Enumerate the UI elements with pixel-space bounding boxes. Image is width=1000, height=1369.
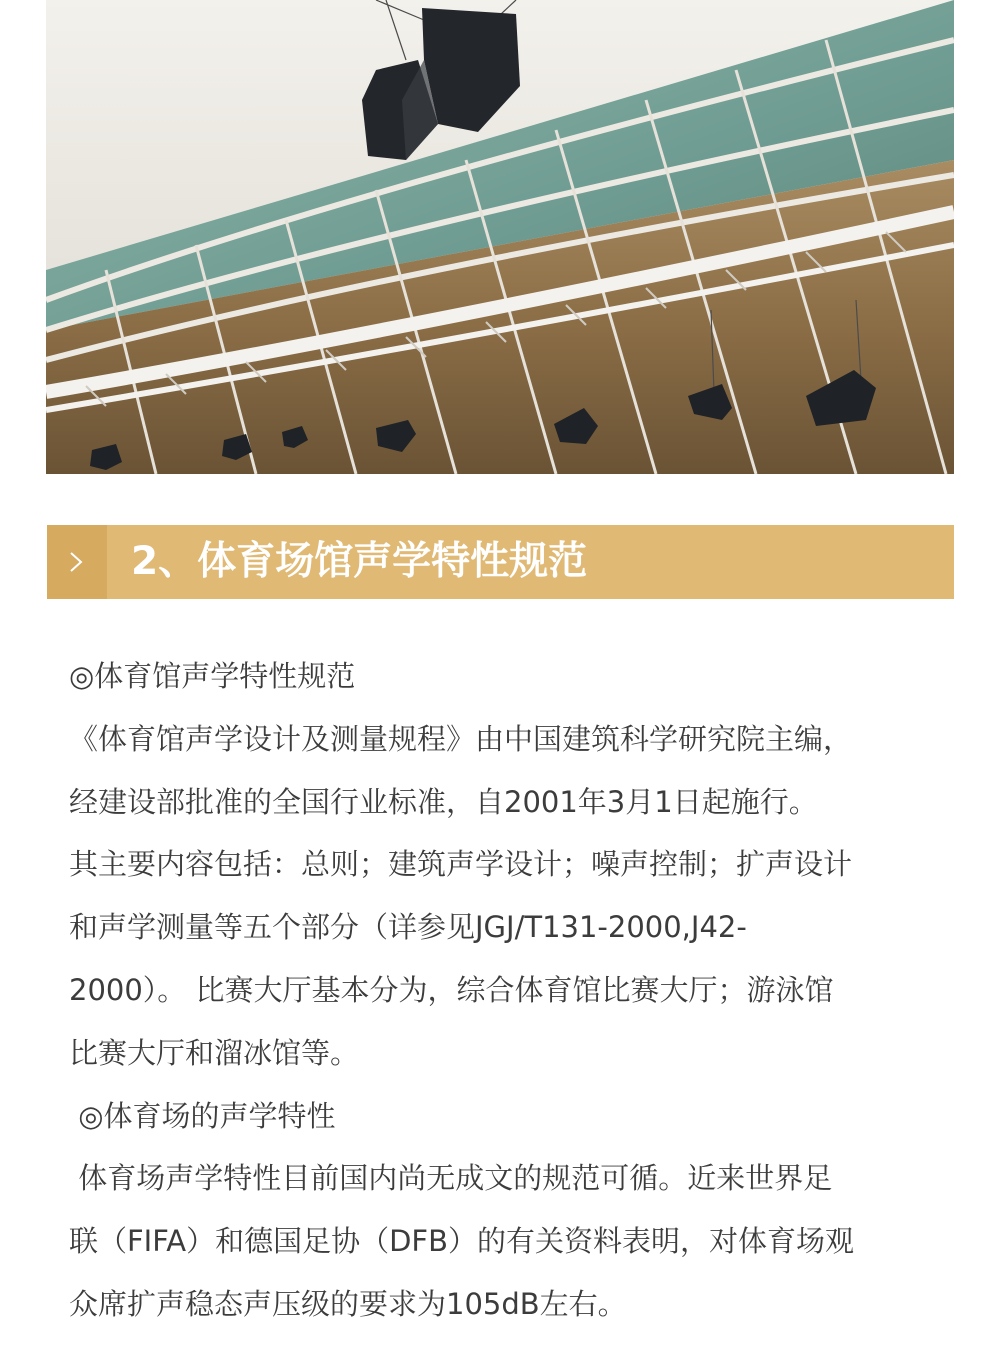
paragraph-line: 联（FIFA）和德国足协（DFB）的有关资料表明，对体育场观 xyxy=(69,1224,854,1259)
article-body xyxy=(69,645,939,1336)
chevron-right-icon xyxy=(69,551,83,573)
paragraph-line: 其主要内容包括：总则；建筑声学设计；噪声控制；扩声设计 xyxy=(69,847,853,882)
paragraph-line: 经建设部批准的全国行业标准，自2001年3月1日起施行。 xyxy=(69,784,818,819)
section-header xyxy=(47,525,954,599)
stadium-roof-photo xyxy=(46,0,954,474)
paragraph-line: 众席扩声稳态声压级的要求为105dB左右。 xyxy=(69,1286,627,1321)
section-title: 2、体育场馆声学特性规范 xyxy=(131,539,588,584)
subheading-stadium: ◎体育场的声学特性 xyxy=(69,1098,336,1133)
paragraph-line: 《体育馆声学设计及测量规程》由中国建筑科学研究院主编， xyxy=(69,721,853,756)
paragraph-line: 比赛大厅和溜冰馆等。 xyxy=(69,1035,360,1070)
chevron-box xyxy=(47,525,107,599)
paragraph-line: 和声学测量等五个部分（详参见JGJ/T131-2000,J42- xyxy=(69,910,747,945)
subheading-gym: ◎体育馆声学特性规范 xyxy=(69,659,356,693)
paragraph-line: 体育场声学特性目前国内尚无成文的规范可循。近来世界足 xyxy=(69,1161,833,1196)
paragraph-line: 2000）。 比赛大厅基本分为，综合体育馆比赛大厅；游泳馆 xyxy=(69,972,834,1007)
